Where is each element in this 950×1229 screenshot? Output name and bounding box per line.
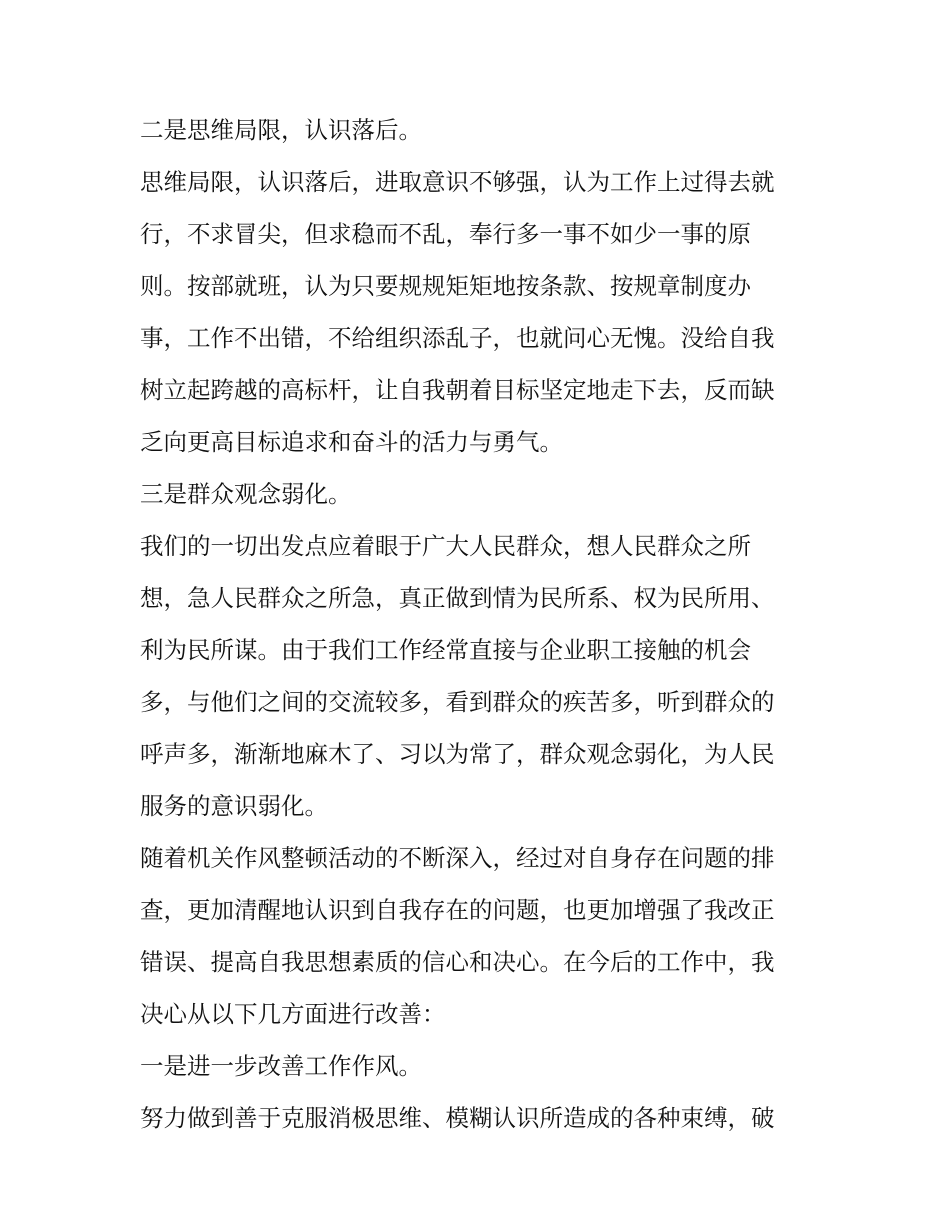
paragraph-line: 呼声多，渐渐地麻木了、习以为常了，群众观念弱化，为人民 <box>140 740 775 768</box>
paragraph-line: 查，更加清醒地认识到自我存在的问题，也更加增强了我改正 <box>140 896 775 924</box>
paragraph-line: 服务的意识弱化。 <box>140 792 328 820</box>
paragraph-line: 则。按部就班，认为只要规规矩矩地按条款、按规章制度办 <box>140 272 751 300</box>
paragraph-line: 努力做到善于克服消极思维、模糊认识所造成的各种束缚，破 <box>140 1104 775 1132</box>
paragraph-line: 树立起跨越的高标杆，让自我朝着目标坚定地走下去，反而缺 <box>140 376 775 404</box>
heading-one-work-style: 一是进一步改善工作作风。 <box>140 1052 422 1080</box>
paragraph-line: 决心从以下几方面进行改善： <box>140 1000 446 1028</box>
paragraph-line: 多，与他们之间的交流较多，看到群众的疾苦多，听到群众的 <box>140 688 775 716</box>
paragraph-line: 想，急人民群众之所急，真正做到情为民所系、权为民所用、 <box>140 584 775 612</box>
paragraph-line: 我们的一切出发点应着眼于广大人民群众，想人民群众之所 <box>140 532 751 560</box>
paragraph-line: 行，不求冒尖，但求稳而不乱，奉行多一事不如少一事的原 <box>140 220 751 248</box>
document-body <box>140 104 820 1144</box>
paragraph-line: 思维局限，认识落后，进取意识不够强，认为工作上过得去就 <box>140 168 775 196</box>
paragraph-line: 随着机关作风整顿活动的不断深入，经过对自身存在问题的排 <box>140 844 775 872</box>
paragraph-line: 利为民所谋。由于我们工作经常直接与企业职工接触的机会 <box>140 636 751 664</box>
paragraph-line: 乏向更高目标追求和奋斗的活力与勇气。 <box>140 428 563 456</box>
heading-two-thinking-limits: 二是思维局限，认识落后。 <box>140 116 422 144</box>
heading-three-mass-view: 三是群众观念弱化。 <box>140 480 352 508</box>
paragraph-line: 事，工作不出错，不给组织添乱子，也就问心无愧。没给自我 <box>140 324 775 352</box>
paragraph-line: 错误、提高自我思想素质的信心和决心。在今后的工作中，我 <box>140 948 775 976</box>
